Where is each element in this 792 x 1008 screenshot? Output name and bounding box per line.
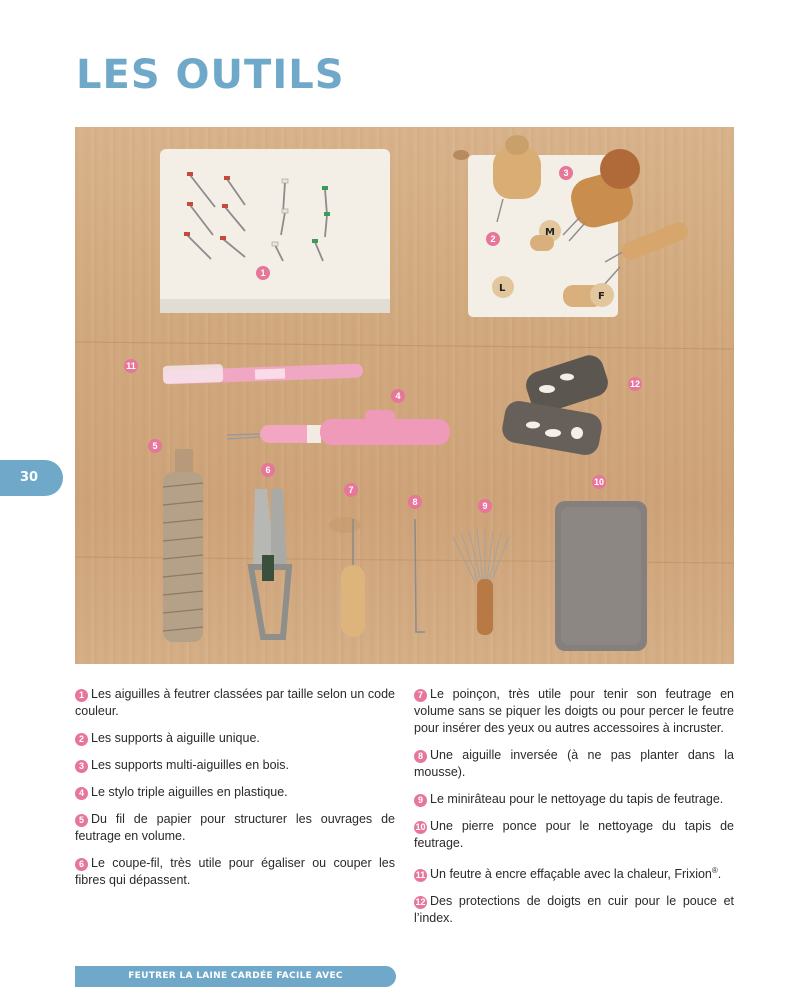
list-item [414, 747, 734, 781]
mini-rake [453, 529, 509, 635]
list-item [75, 686, 395, 720]
tools-list-right-column [414, 686, 734, 937]
felting-needles-foam-block [160, 149, 390, 313]
item-text: Le stylo triple aiguilles en plastique. [91, 785, 288, 799]
photo-marker-6: 6 [261, 463, 275, 477]
list-item [414, 893, 734, 927]
list-item [75, 730, 395, 747]
item-number-badge: 12 [415, 897, 426, 908]
page-number-tab: 30 [0, 460, 63, 496]
leather-finger-guards [500, 352, 611, 458]
item-number-badge: 7 [414, 689, 427, 702]
list-item [75, 784, 395, 801]
frixion-pen [163, 364, 363, 385]
page-title: LES OUTILS [76, 52, 345, 98]
photo-marker-4: 4 [391, 389, 405, 403]
photo-marker-1: 1 [256, 266, 270, 280]
item-text-end: . [717, 867, 722, 882]
item-text: Une aiguille inversée (à ne pas planter dans la mousse). [414, 748, 734, 779]
registered-mark: ® [711, 866, 718, 875]
stamp-letter-f: F [598, 291, 605, 302]
photo-marker-5: 5 [148, 439, 162, 453]
list-item [414, 791, 734, 808]
thread-snips [251, 489, 289, 637]
pumice-stone [555, 501, 647, 651]
photo-marker-7: 7 [344, 483, 358, 497]
photo-marker-8: 8 [408, 495, 422, 509]
footer-banner: FEUTRER LA LAINE CARDÉE FACILE AVEC CREAPASSIONS.COM [75, 966, 396, 987]
item-text: Du fil de papier pour structurer les ouvrages de feutrage en volume. [75, 812, 395, 843]
item-number-badge: 8 [414, 750, 427, 763]
list-item [414, 818, 734, 852]
needle-holders-block [468, 135, 691, 317]
item-text: Les supports à aiguille unique. [91, 731, 260, 745]
item-text: Des protections de doigts en cuir pour le pouce et l’index. [414, 894, 734, 926]
item-number-badge: 4 [75, 787, 88, 800]
item-number-badge: 6 [75, 858, 88, 871]
paper-wire-spool [163, 449, 203, 642]
photo-marker-3: 3 [559, 166, 573, 180]
item-number-badge: 2 [75, 733, 88, 746]
tools-photo [75, 127, 734, 664]
photo-marker-9: 9 [478, 499, 492, 513]
photo-marker-10: 10 [593, 477, 604, 487]
stamp-letter-l: L [499, 283, 506, 294]
list-item [414, 862, 734, 883]
list-item [414, 686, 734, 737]
item-number-badge: 10 [415, 822, 426, 832]
photo-marker-11: 11 [124, 359, 138, 373]
list-item [75, 855, 395, 889]
tools-list-left-column [75, 686, 395, 899]
item-number-badge: 5 [75, 814, 88, 827]
item-text: Un feutre à encre effaçable avec la chaleur, Frixion [430, 867, 712, 882]
item-text: Les aiguilles à feutrer classées par taille selon un code couleur. [75, 687, 395, 718]
item-text: Le poinçon, très utile pour tenir son feutrage en volume sans se piquer les doigts ou pour percer le feutre pour insérer des yeux ou autres accessoires à incruster. [414, 687, 734, 735]
list-item [75, 757, 395, 774]
item-number-badge: 1 [75, 689, 88, 702]
item-text: Les supports multi-aiguilles en bois. [91, 758, 290, 772]
item-text: Le coupe-fil, très utile pour égaliser ou couper les fibres qui dépassent. [75, 856, 395, 887]
stamp-letter-m: M [545, 227, 555, 238]
awl-tool [341, 519, 365, 637]
item-number-badge: 9 [414, 794, 427, 807]
reverse-needle [415, 519, 425, 632]
item-text: Une pierre ponce pour le nettoyage du tapis de feutrage. [414, 819, 734, 850]
triple-needle-pen [227, 410, 450, 445]
list-item [75, 811, 395, 845]
photo-marker-12: 12 [629, 379, 640, 389]
item-text: Le minirâteau pour le nettoyage du tapis de feutrage. [430, 792, 724, 806]
item-number-badge: 11 [415, 870, 426, 881]
item-number-badge: 3 [75, 760, 88, 773]
photo-marker-2: 2 [486, 232, 500, 246]
